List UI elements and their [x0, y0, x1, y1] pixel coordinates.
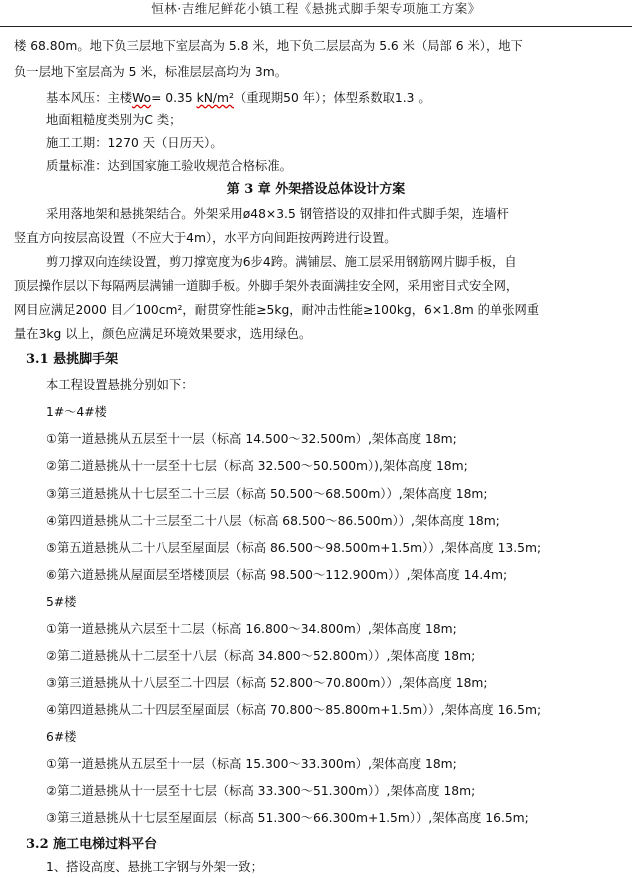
intro-line-1: 楼 68.80m。地下负三层地下室层高为 5.8 米，地下负二层层高为 5.6 米（局部 6 米），地下 — [14, 39, 523, 53]
wind-unit: kN/m² — [196, 91, 234, 105]
header-title: 恒林·吉维尼鲜花小镇工程《悬挑式脚手架专项施工方案》 — [151, 1, 481, 16]
list-item: ②第二道悬挑从十一层至十七层（标高 32.500～50.500m）),架体高度 18m; — [46, 459, 468, 473]
quality-line: 质量标准：达到国家施工验收规范合格标准。 — [46, 159, 292, 173]
chapter3-p2-line-3: 网目应满足2000 目／100cm²，耐贯穿性能≥5kg，耐冲击性能≥100kg，6×1.8m 的单张网重 — [14, 303, 540, 317]
list-item: ③第三道悬挑从十七层至屋面层（标高 51.300～66.300m+1.5m））,架体高度 16.5m; — [46, 811, 529, 825]
wind-suffix: （重现期50 年）；体型系数取1.3 。 — [233, 91, 431, 105]
wind-pressure-line — [46, 90, 431, 107]
chapter3-p2-line-4: 量在3kg 以上，颜色应满足环境效果要求，选用绿色。 — [14, 327, 312, 341]
building-group-2-label: 5#楼 — [46, 595, 77, 609]
period-line: 施工工期：1270 天（日历天）。 — [46, 136, 223, 150]
list-item: ①第一道悬挑从五层至十一层（标高 14.500～32.500m）,架体高度 18m; — [46, 432, 457, 446]
chapter-3-title: 第 3 章 外架搭设总体设计方案 — [226, 182, 406, 197]
intro-line-2: 负一层地下室层高为 5 米，标准层层高均为 3m。 — [14, 65, 287, 79]
list-item: ①第一道悬挑从五层至十一层（标高 15.300～33.300m）,架体高度 18m; — [46, 757, 457, 771]
section31-intro: 本工程设置悬挑分别如下： — [46, 378, 194, 392]
chapter3-p1-line-2: 竖直方向按层高设置（不应大于4m），水平方向间距按两跨进行设置。 — [14, 231, 397, 245]
building-group-3-label: 6#楼 — [46, 730, 77, 744]
list-item: ⑥第六道悬挑从屋面层至塔楼顶层（标高 98.500～112.900m））,架体高度 14.4m; — [46, 568, 508, 582]
chapter3-p2-line-2: 顶层操作层以下每隔两层满铺一道脚手板。外脚手架外表面满挂安全网，采用密目式安全网， — [14, 279, 519, 293]
list-item: ①第一道悬挑从六层至十二层（标高 16.800～34.800m）,架体高度 18m; — [46, 622, 457, 636]
list-item: ④第四道悬挑从二十四层至屋面层（标高 70.800～85.800m+1.5m））,架体高度 16.5m; — [46, 703, 542, 717]
building-group-1-label: 1#～4#楼 — [46, 405, 107, 419]
list-item: ⑤第五道悬挑从二十八层至屋面层（标高 86.500～98.500m+1.5m））,架体高度 13.5m; — [46, 541, 542, 555]
list-item: ③第三道悬挑从十八层至二十四层（标高 52.800～70.800m））,架体高度 18m; — [46, 676, 488, 690]
wind-symbol: Wo — [132, 91, 152, 105]
wind-prefix: 基本风压：主楼 — [46, 91, 133, 105]
page-header — [0, 0, 632, 27]
list-item: ④第四道悬挑从二十三层至二十八层（标高 68.500～86.500m））,架体高度 18m; — [46, 514, 500, 528]
section-3-1-title: 3.1 悬挑脚手架 — [26, 352, 119, 367]
section32-item-1: 1、搭设高度、悬挑工字钢与外架一致； — [46, 860, 263, 874]
list-item: ②第二道悬挑从十一层至十七层（标高 33.300～51.300m））,架体高度 18m; — [46, 784, 476, 798]
terrain-line: 地面粗糙度类别为C 类； — [46, 113, 182, 127]
section-3-2-title: 3.2 施工电梯过料平台 — [26, 837, 158, 852]
wind-mid: = 0.35 — [151, 91, 197, 105]
chapter3-p1-line-1: 采用落地架和悬挑架结合。外架采用ø48×3.5 钢管搭设的双排扣件式脚手架，连墙杆 — [46, 207, 509, 221]
list-item: ③第三道悬挑从十七层至二十三层（标高 50.500～68.500m））,架体高度 18m; — [46, 487, 488, 501]
chapter3-p2-line-1: 剪刀撑双向连续设置，剪刀撑宽度为6步4跨。满铺层、施工层采用钢筋网片脚手板，自 — [46, 255, 517, 269]
list-item: ②第二道悬挑从十二层至十八层（标高 34.800～52.800m））,架体高度 18m; — [46, 649, 476, 663]
